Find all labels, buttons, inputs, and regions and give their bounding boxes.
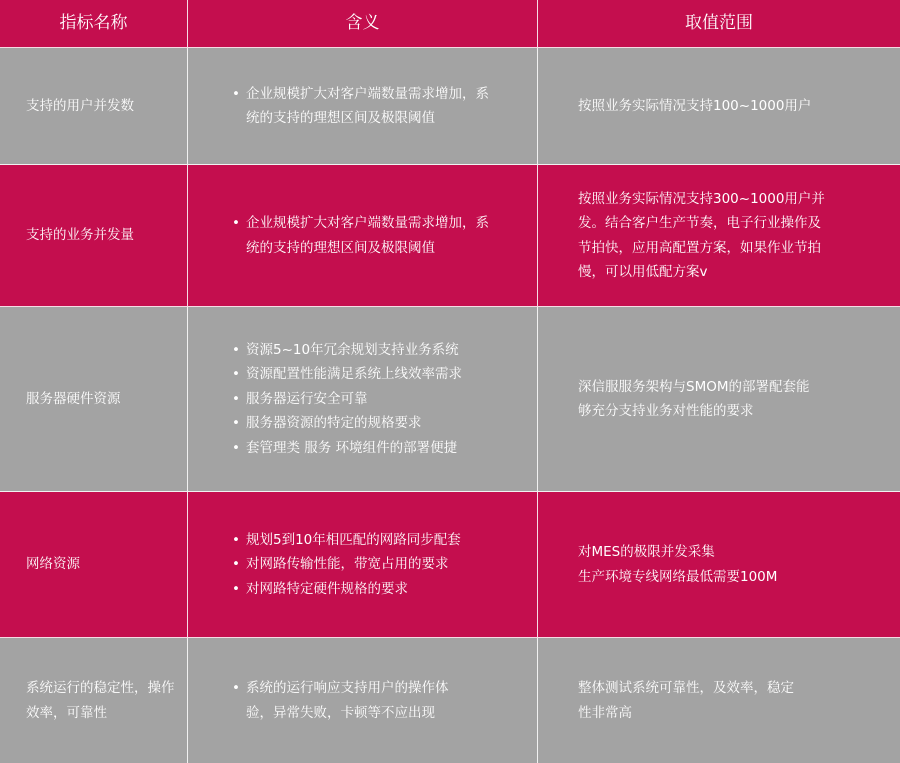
header-meaning: 含义 (188, 0, 538, 48)
row2-meaning-list (232, 211, 502, 260)
header-name: 指标名称 (0, 0, 188, 48)
row5-name-text: 系统运行的稳定性，操作效率，可靠性 (26, 680, 175, 721)
list-item: • 对网路传输性能，带宽占用的要求 (232, 552, 461, 577)
row2-name (0, 165, 188, 307)
row2-meaning (188, 165, 538, 307)
row5-meaning-list (232, 676, 460, 725)
row2-range (538, 165, 900, 307)
row1-meaning-list (232, 82, 502, 131)
row3-range-text: 深信服服务架构与SMOM的部署配套能够充分支持业务对性能的要求 (578, 378, 810, 419)
list-item: • 服务器资源的特定的规格要求 (232, 411, 462, 436)
row4-name (0, 492, 188, 638)
row1-range (538, 48, 900, 165)
list-item: • 规划5到10年相匹配的网路同步配套 (232, 528, 461, 553)
row5-name (0, 638, 188, 763)
row3-name (0, 307, 188, 492)
list-item: • 服务器运行安全可靠 (232, 387, 462, 412)
header-range: 取值范围 (538, 0, 900, 48)
list-item: • 企业规模扩大对客户端数量需求增加，系统的支持的理想区间及极限阈值 (232, 82, 502, 131)
row1-meaning (188, 48, 538, 165)
row4-range-line-1: 对MES的极限并发采集 (578, 544, 715, 560)
row2-range-text: 按照业务实际情况支持300~1000用户并发。结合客户生产节奏，电子行业操作及节拍快，应用高配置方案，如果作业节拍慢，可以用低配方案v (578, 190, 825, 280)
row1-name (0, 48, 188, 165)
list-item: • 企业规模扩大对客户端数量需求增加，系统的支持的理想区间及极限阈值 (232, 211, 502, 260)
row3-range (538, 307, 900, 492)
row3-meaning-list (232, 338, 462, 461)
row5-meaning (188, 638, 538, 763)
row2-name-text: 支持的业务并发量 (26, 227, 134, 244)
row3-name-text: 服务器硬件资源 (26, 390, 121, 407)
list-item: • 资源配置性能满足系统上线效率需求 (232, 362, 462, 387)
row1-name-text: 支持的用户并发数 (26, 97, 134, 114)
row4-range-line-2: 生产环境专线网络最低需要100M (578, 568, 778, 585)
list-item: • 套管理类 服务 环境组件的部署便捷 (232, 436, 462, 461)
row4-meaning (188, 492, 538, 638)
list-item: • 对网路特定硬件规格的要求 (232, 577, 461, 602)
list-item: • 资源5~10年冗余规划支持业务系统 (232, 338, 462, 363)
row1-range-text: 按照业务实际情况支持100~1000用户 (578, 97, 812, 114)
row4-meaning-list (232, 528, 461, 602)
row4-range-lines (578, 540, 777, 589)
row5-range (538, 638, 900, 763)
row4-name-text: 网络资源 (26, 556, 80, 573)
row5-range-text: 整体测试系统可靠性，及效率，稳定性非常高 (578, 680, 794, 721)
list-item: • 系统的运行响应支持用户的操作体验，异常失败，卡顿等不应出现 (232, 676, 460, 725)
row3-meaning (188, 307, 538, 492)
row4-range (538, 492, 900, 638)
